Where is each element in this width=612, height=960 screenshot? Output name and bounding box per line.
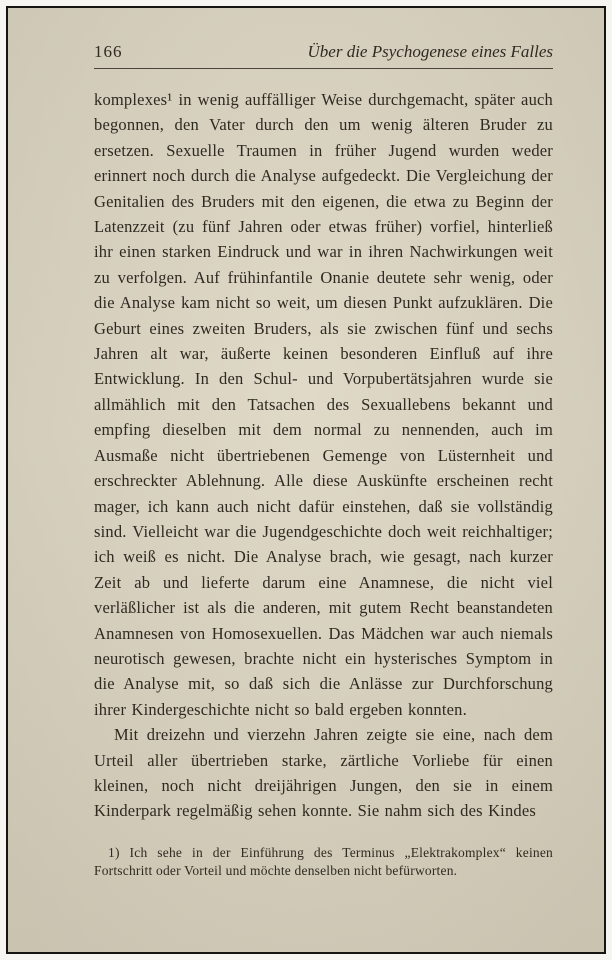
running-title: Über die Psychogenese eines Falles [307,42,553,61]
body-text [94,87,553,824]
page-number: 166 [94,42,123,61]
header-rule [94,68,553,69]
footnote-text: 1) Ich sehe in der Einführung des Terminus „Elektrakomplex“ keinen Fortschritt oder Vorteil und möchte denselben nicht befürworten. [94,844,553,879]
footnote [94,844,553,881]
page-content [94,42,553,881]
page-paper [6,6,606,954]
body-paragraph-2: Mit dreizehn und vierzehn Jahren zeigte sie eine, nach dem Urteil aller übertrieben starke, zärtliche Vorliebe für einen kleinen, noch nicht dreijährigen Jungen, den sie in einem Kinderpark regelmäßig sehen konnte. Sie nahm sich des Kindes [94,725,553,821]
page-header [94,42,553,68]
body-paragraph-1: komplexes¹ in wenig auffälliger Weise durchgemacht, später auch begonnen, den Vater durch den um wenig älteren Bruder zu ersetzen. Sexuelle Traumen in früher Jugend wurden weder erinnert noch durch die Analyse aufgedeckt. Die Vergleichung der Genitalien des Bruders mit den eigenen, die etwa zu Beginn der Latenzzeit (zu fünf Jahren oder etwas früher) vorfiel, hinterließ ihr einen starken Eindruck und war in ihren Nachwirkungen weit zu verfolgen. Auf frühinfantile Onanie deutete sehr wenig, oder die Analyse kam nicht so weit, um diesen Punkt aufzuklären. Die Geburt eines zweiten Bruders, als sie zwischen fünf und sechs Jahren alt war, äußerte keinen besonderen Einfluß auf ihre Entwicklung. In den Schul- und Vorpubertätsjahren wurde sie allmählich mit den Tatsachen des Sexuallebens bekannt und empfing dieselben mit dem normal zu nennenden, auch im Ausmaße nicht übertriebenen Gemenge von Lüsternheit und erschreckter Ablehnung. Alle diese Auskünfte erscheinen recht mager, ich kann auch nicht dafür einstehen, daß sie vollständig sind. Vielleicht war die Jugendgeschichte doch weit reichhaltiger; ich weiß es nicht. Die Analyse brach, wie gesagt, nach kurzer Zeit ab und lieferte darum eine Anamnese, die nicht viel verläßlicher ist als die anderen, mit gutem Recht beanstandeten Anamnesen von Homosexuellen. Das Mädchen war auch niemals neurotisch gewesen, brachte nicht ein hysterisches Symptom in die Analyse mit, so daß sich die Anlässe zur Durchforschung ihrer Kindergeschichte nicht so bald ergeben konnten. [94,90,553,719]
